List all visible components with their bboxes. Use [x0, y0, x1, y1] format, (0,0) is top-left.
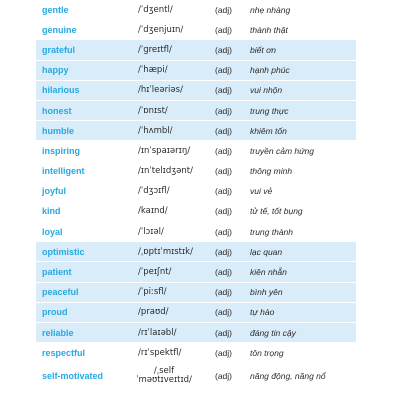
vocab-part-of-speech: (adj)	[215, 24, 233, 35]
vocab-row	[36, 81, 356, 101]
vocab-ipa: /hɪˈleəriəs/	[138, 85, 183, 96]
vocab-row	[36, 323, 356, 343]
vocab-ipa: /ˌɒptɪˈmɪstɪk/	[138, 246, 193, 257]
vocab-ipa: /rɪˈlaɪəbl/	[138, 327, 177, 338]
vocab-meaning: tôn trọng	[250, 347, 284, 358]
vocab-word: joyful	[42, 186, 66, 197]
vocab-ipa: /ˈhʌmbl/	[138, 125, 173, 136]
vocab-word: genuine	[42, 24, 77, 35]
vocab-part-of-speech: (adj)	[215, 44, 233, 55]
vocab-row	[36, 303, 356, 323]
vocab-meaning: hạnh phúc	[250, 65, 290, 76]
vocab-ipa: /ˌself ˈməʊtɪveɪtɪd/	[136, 365, 192, 385]
vocab-ipa: /ˈdʒenjuɪn/	[138, 24, 184, 35]
vocab-part-of-speech: (adj)	[215, 186, 233, 197]
vocab-ipa: /ˈɒnɪst/	[138, 105, 168, 116]
vocab-part-of-speech: (adj)	[215, 4, 233, 15]
vocab-meaning: tử tế, tốt bụng	[250, 206, 303, 217]
vocab-part-of-speech: (adj)	[215, 307, 233, 318]
vocab-row	[36, 262, 356, 282]
vocab-part-of-speech: (adj)	[215, 105, 233, 116]
vocab-row	[36, 0, 356, 20]
vocab-word: grateful	[42, 44, 76, 55]
vocab-part-of-speech: (adj)	[215, 226, 233, 237]
vocab-word: gentle	[42, 4, 69, 15]
vocab-ipa: /ˈlɔɪəl/	[138, 226, 164, 237]
vocab-word: respectful	[42, 347, 86, 358]
vocab-meaning: thành thật	[250, 24, 288, 35]
vocab-part-of-speech: (adj)	[215, 246, 233, 257]
vocab-word: reliable	[42, 327, 74, 338]
vocab-row	[36, 40, 356, 60]
vocab-row	[36, 182, 356, 202]
vocab-word: happy	[42, 65, 69, 76]
vocab-ipa: /ˈɡreɪtfl/	[138, 44, 172, 55]
vocab-row	[36, 61, 356, 81]
vocab-word: proud	[42, 307, 68, 318]
vocab-meaning: năng động, năng nổ	[250, 370, 326, 381]
vocabulary-table	[36, 0, 356, 389]
vocab-ipa: /ˈpeɪʃnt/	[138, 267, 172, 278]
vocab-meaning: truyền cảm hứng	[250, 145, 314, 156]
vocab-ipa: /ˈpiːsfl/	[138, 287, 167, 298]
vocab-part-of-speech: (adj)	[215, 65, 233, 76]
vocab-word: intelligent	[42, 166, 85, 177]
vocab-meaning: đáng tin cậy	[250, 327, 296, 338]
vocab-row	[36, 162, 356, 182]
vocab-row	[36, 121, 356, 141]
vocab-row	[36, 202, 356, 222]
vocab-meaning: biết ơn	[250, 44, 276, 55]
vocab-ipa: /ˈdʒentl/	[138, 4, 173, 15]
vocab-word: loyal	[42, 226, 63, 237]
vocabulary-rows	[36, 0, 356, 389]
vocab-meaning: vui nhộn	[250, 85, 283, 96]
vocab-ipa: /rɪˈspektfl/	[138, 347, 182, 358]
vocab-meaning: kiên nhẫn	[250, 267, 287, 278]
vocab-meaning: thông minh	[250, 166, 293, 177]
vocab-part-of-speech: (adj)	[215, 327, 233, 338]
vocab-word: humble	[42, 125, 75, 136]
vocab-meaning: trung thành	[250, 226, 294, 237]
vocab-meaning: lạc quan	[250, 246, 283, 257]
vocab-meaning: nhẹ nhàng	[250, 4, 291, 15]
vocab-part-of-speech: (adj)	[215, 166, 233, 177]
vocab-meaning: trung thực	[250, 105, 289, 116]
vocab-ipa: /praʊd/	[138, 307, 169, 318]
vocab-part-of-speech: (adj)	[215, 267, 233, 278]
vocab-row	[36, 101, 356, 121]
vocab-word: honest	[42, 105, 72, 116]
vocab-part-of-speech: (adj)	[215, 125, 233, 136]
vocab-word: peaceful	[42, 287, 79, 298]
vocab-meaning: bình yên	[250, 287, 283, 298]
vocab-ipa: /ɪnˈspaɪərɪŋ/	[138, 145, 191, 156]
vocab-row	[36, 343, 356, 363]
vocab-meaning: khiêm tốn	[250, 125, 287, 136]
vocab-part-of-speech: (adj)	[215, 85, 233, 96]
vocab-ipa: /ˈhæpi/	[138, 65, 168, 76]
vocab-row	[36, 242, 356, 262]
vocab-word: patient	[42, 267, 72, 278]
vocab-part-of-speech: (adj)	[215, 287, 233, 298]
vocab-word: optimistic	[42, 246, 85, 257]
vocab-word: inspiring	[42, 145, 80, 156]
vocab-row	[36, 222, 356, 242]
vocab-part-of-speech: (adj)	[215, 370, 233, 381]
vocab-meaning: vui vẻ	[250, 186, 273, 197]
vocab-part-of-speech: (adj)	[215, 206, 233, 217]
vocab-ipa: /ˈdʒɔɪfl/	[138, 186, 170, 197]
vocab-part-of-speech: (adj)	[215, 145, 233, 156]
vocab-word: kind	[42, 206, 61, 217]
vocab-word: self-motivated	[42, 370, 104, 381]
vocab-row	[36, 283, 356, 303]
vocab-ipa: /ɪnˈtelɪdʒənt/	[138, 166, 193, 177]
vocab-meaning: tự hào	[250, 307, 275, 318]
vocab-row	[36, 141, 356, 161]
vocab-row	[36, 363, 356, 389]
vocab-ipa: /kaɪnd/	[138, 206, 168, 217]
vocab-row	[36, 20, 356, 40]
vocab-word: hilarious	[42, 85, 80, 96]
vocab-part-of-speech: (adj)	[215, 347, 233, 358]
